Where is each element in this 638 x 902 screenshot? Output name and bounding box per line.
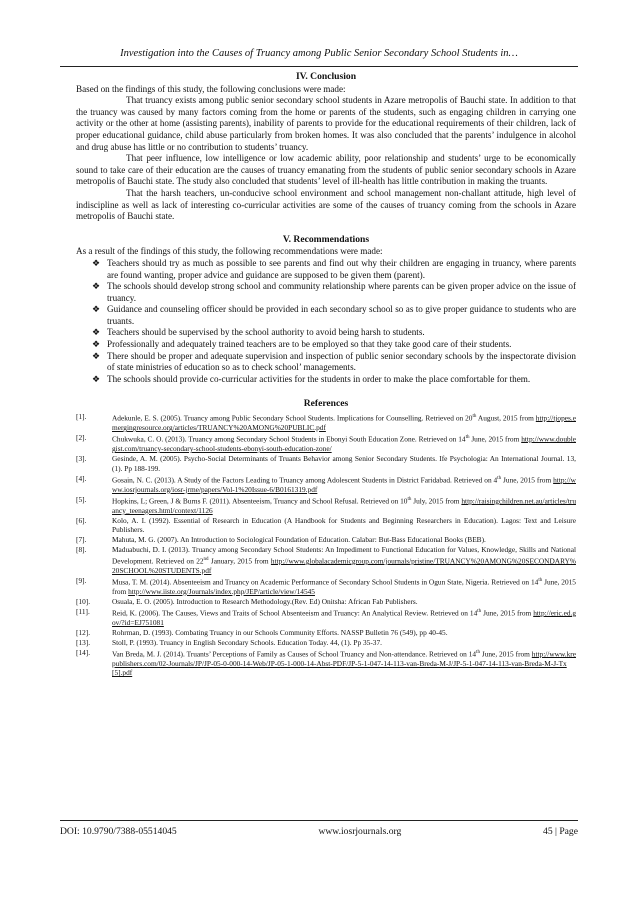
recommendation-text: The schools should provide co-curricular activities for the students in order to make the place comfortable for them. <box>107 373 531 384</box>
reference-body-continued: January, 2015 from <box>208 556 271 566</box>
ordinal-suffix: th <box>407 496 412 502</box>
ordinal-suffix: nd <box>203 556 209 562</box>
reference-number: [4]. <box>76 473 87 483</box>
recommendations-intro: As a result of the findings of this study, the following recommendations were made: <box>76 246 383 257</box>
reference-text <box>112 535 576 545</box>
reference-body: Mahuta, M. G. (2007). An Introduction to Sociological Foundation of Education. Calabar: But-Bass Educational Books (BEB). <box>112 535 486 545</box>
reference-body: Reid, K. (2006). The Causes, Views and Traits of School Absenteeism and Truancy: An Analytical Review. Retrieved on 14 <box>112 608 478 618</box>
reference-number: [5]. <box>76 494 87 504</box>
reference-body: Van Breda, M. J. (2014). Truants’ Perceptions of Family as Causes of School Truancy and Non-attendance. Retrieved on 14 <box>112 649 477 659</box>
reference-link[interactable]: http://www.globalacademicgroup.com/journals/pristine/TRUANCY%20AMONG%20SECONDARY%20SCHOOL%20STUDENTS.pdf <box>112 556 576 575</box>
ordinal-suffix: th <box>476 649 480 655</box>
recommendation-text: Professionally and adequately trained teachers are to be employed so that they take good care of their students. <box>107 339 512 350</box>
ordinal-suffix: th <box>538 577 543 583</box>
reference-text <box>112 628 576 638</box>
reference-body-continued: June, 2015 from <box>501 475 554 485</box>
reference-item <box>76 495 576 516</box>
reference-body-continued: June, 2015 from <box>469 434 522 444</box>
reference-number: [6]. <box>76 515 87 525</box>
reference-number: [14]. <box>76 647 91 657</box>
reference-text <box>112 516 576 535</box>
reference-text <box>112 433 576 454</box>
reference-item <box>76 545 576 575</box>
reference-link[interactable]: http://raisingchildren.net.au/articles/truancy_teenagers.html/context/1126 <box>112 496 576 515</box>
reference-item <box>76 648 576 678</box>
ordinal-suffix: th <box>497 475 502 481</box>
list-item <box>92 374 576 386</box>
reference-number: [1]. <box>76 412 87 422</box>
recommendation-text: There should be proper and adequate supervision and inspection of public senior secondary schools by the inspectorate division of state ministries of education so as to check school’ managements. <box>107 350 576 373</box>
reference-link[interactable]: http://www.doublegist.com/truancy-secondary-school-students-ebonyi-south-education-zone/ <box>112 434 576 454</box>
reference-body: Hopkins, L; Green, J & Burns F. (2011). Absenteeism, Truancy and School Refusal. Retrieved on 10 <box>112 496 408 506</box>
reference-number: [11]. <box>76 606 90 616</box>
header-rule <box>60 66 578 67</box>
list-item <box>92 327 576 339</box>
reference-body-continued: August, 2015 from <box>476 413 536 423</box>
list-item <box>92 258 576 281</box>
reference-text <box>112 607 576 628</box>
list-item <box>92 339 576 351</box>
reference-number: [7]. <box>76 535 87 545</box>
reference-number: [3]. <box>76 454 87 464</box>
reference-text <box>112 576 576 597</box>
reference-link[interactable]: http://tjopes.emergingresource.org/articles/TRUANCY%20AMONG%20PUBLIC.pdf <box>112 413 576 433</box>
list-item <box>92 304 576 327</box>
list-item <box>92 281 576 304</box>
conclusion-paragraph: That the harsh teachers, un-conducive school environment and school management non-challant attitude, high level of indiscipline as well as lack of interesting co-curricular activities are some of the causes of truancy coming from the schools in Azare metropolis of Bauchi state. <box>76 187 576 222</box>
reference-item <box>76 607 576 628</box>
page-footer <box>60 826 578 837</box>
reference-body: Osuala, E. O. (2005). Introduction to Research Methodology.(Rev. Ed) Onitsha: African Fab Publishers. <box>112 596 418 606</box>
reference-text <box>112 545 576 575</box>
reference-body-continued: July, 2015 from <box>411 496 462 506</box>
reference-item <box>76 576 576 597</box>
diamond-bullet-icon: ❖ <box>92 350 101 361</box>
reference-item <box>76 597 576 607</box>
reference-link[interactable]: http://eric.ed.gov/?id=EJ751081 <box>112 608 577 627</box>
references-heading: References <box>303 398 349 410</box>
reference-body: Adekunle, E. S. (2005). Truancy among Public Secondary School Students. Implications for Counselling. Retrieved on 20 <box>112 413 473 423</box>
ordinal-suffix: th <box>477 608 482 614</box>
reference-body: Kolo, A. I. (1992). Essential of Research in Education (A Handbook for Students and Beginning Researchers in Education). Lagos: Text and Leisure Publishers. <box>112 515 576 535</box>
reference-number: [13]. <box>76 637 91 647</box>
diamond-bullet-icon: ❖ <box>92 304 101 315</box>
reference-number: [10]. <box>76 596 91 606</box>
diamond-bullet-icon: ❖ <box>92 327 101 338</box>
reference-body-continued: June, 2015 from <box>481 608 534 618</box>
conclusion-paragraph: That peer influence, low intelligence or low academic ability, poor relationship and students’ urge to be economically sound to take care of their education are the causes of truancy emanating from the students of public senior secondary schools in Azare metropolis of Bauchi state. The study also concluded that students’ level of ill-health has little contribution in making the truants. <box>76 153 576 187</box>
references-list <box>76 412 576 678</box>
footer-page-number: 45 | Page <box>543 826 578 837</box>
ordinal-suffix: th <box>465 435 470 441</box>
reference-number: [9]. <box>76 575 87 585</box>
footer-rule <box>60 820 578 821</box>
reference-item <box>76 628 576 638</box>
reference-body: Maduabuchi, D. I. (2013). Truancy among Secondary School Students: An Impediment to Functional Education for Values, Knowledge, Skills and National Development. Retrieved on 22 <box>112 545 576 566</box>
reference-item <box>76 535 576 545</box>
diamond-bullet-icon: ❖ <box>92 373 101 384</box>
recommendations-list <box>76 258 576 386</box>
recommendation-text: The schools should develop strong school and community relationship where parents can be given proper advice on the issue of truancy. <box>107 281 576 303</box>
footer-site: www.iosrjournals.org <box>318 826 402 837</box>
reference-body: Rohrman, D. (1993). Combating Truancy in our Schools Community Efforts. NASSP Bulletin 76 (549), pp 40-45. <box>112 627 448 637</box>
reference-item <box>76 412 576 433</box>
reference-body: Musa, T. M. (2014). Absenteeism and Truancy on Academic Performance of Secondary School Students in Ogun State, Nigeria. Retrieved on 14 <box>112 577 539 587</box>
reference-number: [2]. <box>76 433 87 443</box>
recommendation-text: Teachers should try as much as possible to see parents and find out why their children are engaging in truancy, where parents are found wanting, proper advice and guidance are supposed to be given them (parent). <box>107 257 576 280</box>
reference-item <box>76 638 576 648</box>
diamond-bullet-icon: ❖ <box>92 257 101 268</box>
reference-text <box>112 648 576 678</box>
reference-link[interactable]: http://www.iosrjournals.org/iosr-jrme/papers/Vol-1%20Issue-6/B0161319.pdf <box>112 475 576 494</box>
reference-text <box>112 495 576 516</box>
reference-item <box>76 454 576 473</box>
reference-text <box>112 412 576 433</box>
reference-body-continued: June, 2015 from <box>112 577 576 596</box>
reference-item <box>76 433 576 454</box>
reference-body: Gosain, N. C. (2013). A Study of the Factors Leading to Truancy among Adolescent Students in District Faridabad. Retrieved on 4 <box>112 475 498 485</box>
reference-number: [12]. <box>76 627 91 637</box>
reference-link[interactable]: http://www.iiste.org/Journals/index.php/JEP/article/view/14545 <box>128 586 315 596</box>
recommendation-text: Guidance and counseling officer should be provided in each secondary school so as to give proper guidance to students who are truants. <box>107 304 576 326</box>
reference-text <box>112 638 576 648</box>
list-item <box>92 351 576 374</box>
reference-item <box>76 516 576 535</box>
reference-body: Stoll, P. (1993). Truancy in English Secondary Schools. Education Today. 44, (1). Pp 35-37. <box>112 637 382 647</box>
reference-body-continued: June, 2015 from <box>479 649 532 659</box>
recommendation-text: Teachers should be supervised by the school authority to avoid being harsh to students. <box>107 327 425 338</box>
reference-text <box>112 597 576 607</box>
reference-body: Gesinde, A. M. (2005). Psycho-Social Determinants of Truants Behavior among Senior Secondary Students. Ife Psychologia: An International Journal. 13, (1). Pp 188-199. <box>112 454 576 473</box>
conclusion-paragraph: That truancy exists among public senior secondary school students in Azare metropolis of Bauchi state. In addition to that the truancy was caused by many factors coming from the home or parents of the students, such as engaging children in carrying one activity or the other at home (assisting parents), inability of parents to provide for the educational requirements of their children, lack of proper educational guidance, child abuse particularly from broken homes. It was also concluded that the parents’ indulgence in alcohol and drug abuse has little or no contribution to students’ truancy. <box>76 95 576 152</box>
recommendations-heading: V. Recommendations <box>282 233 370 245</box>
conclusion-heading: IV. Conclusion <box>295 71 357 82</box>
reference-number: [8]. <box>76 545 87 555</box>
article-body <box>76 71 576 678</box>
ordinal-suffix: th <box>472 414 477 420</box>
reference-body: Chukwuka, C. O. (2013). Truancy among Secondary School Students in Ebonyi South Education Zone. Retrieved on 14 <box>112 434 466 444</box>
footer-doi: DOI: 10.9790/7388-05514045 <box>60 826 177 837</box>
diamond-bullet-icon: ❖ <box>92 339 101 350</box>
reference-link[interactable]: http://www.krepublishers.com/02-Journals/JP/JP-05-0-000-14-Web/JP-05-1-000-14-Abst-PDF/JP-5-1-047-14-113-van-Breda-M-J/JP-5-1-047-14-113-van-Breda-M-J-Tx[5].pdf <box>112 649 576 678</box>
running-header: Investigation into the Causes of Truancy among Public Senior Secondary School Students in… <box>120 48 518 59</box>
reference-text <box>112 474 576 495</box>
diamond-bullet-icon: ❖ <box>92 281 101 292</box>
conclusion-intro: Based on the findings of this study, the following conclusions were made: <box>76 83 346 94</box>
reference-item <box>76 474 576 495</box>
reference-text <box>112 454 576 473</box>
